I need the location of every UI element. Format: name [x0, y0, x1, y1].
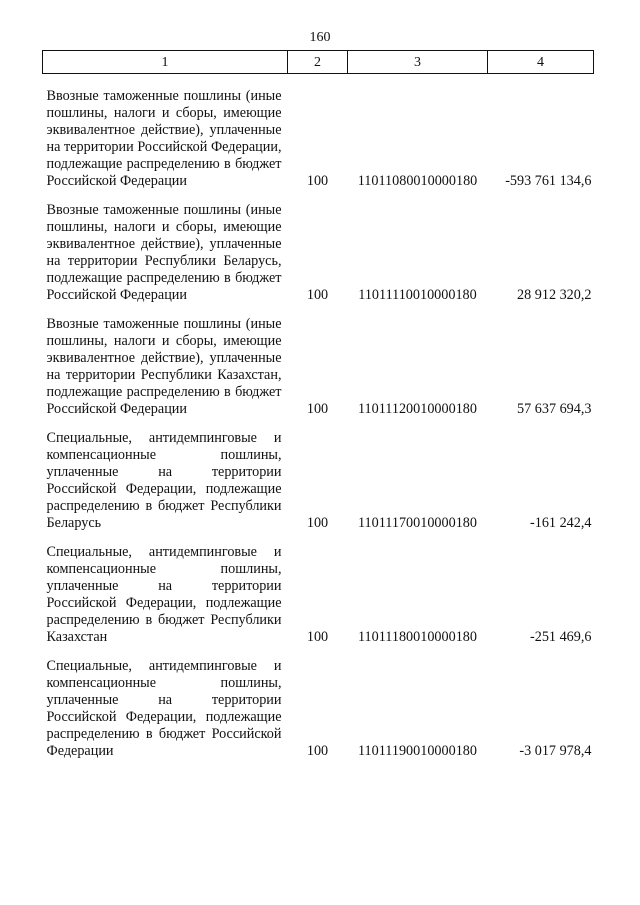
- amount: -161 242,4: [530, 515, 592, 531]
- admin-code: 100: [306, 743, 329, 759]
- admin-code: 100: [306, 515, 329, 531]
- budget-classification-code: 11011110010000180: [358, 287, 477, 303]
- budget-classification-code: 11011080010000180: [357, 173, 478, 189]
- admin-code: 100: [306, 173, 329, 189]
- budget-classification-code: 11011190010000180: [357, 743, 477, 759]
- column-header-4: 4: [488, 51, 594, 74]
- revenue-name: Специальные, антидемпинговые и компенсационные пошлины, уплаченные на территории Российской Федерации, подлежащие распределению в бюджет Российской Федерации: [46, 658, 282, 759]
- budget-classification-code: 11011170010000180: [357, 515, 477, 531]
- amount: -3 017 978,4: [519, 743, 592, 759]
- revenue-name: Специальные, антидемпинговые и компенсационные пошлины, уплаченные на территории Российской Федерации, подлежащие распределению в бюджет Республики Беларусь: [46, 430, 282, 531]
- table-row: [43, 418, 594, 532]
- budget-revenue-table: [42, 50, 594, 760]
- page-number: 160: [309, 30, 331, 45]
- admin-code: 100: [306, 287, 329, 303]
- admin-code: 100: [306, 401, 329, 417]
- table-row: [43, 190, 594, 304]
- revenue-name: Ввозные таможенные пошлины (иные пошлины, налоги и сборы, имеющие эквивалентное действие), уплаченные на территории Республики Беларусь, подлежащие распределению в бюджет Российской Федерации: [46, 202, 282, 303]
- revenue-name: Ввозные таможенные пошлины (иные пошлины, налоги и сборы, имеющие эквивалентное действие), уплаченные на территории Российской Федерации, подлежащие распределению в бюджет Российской Федерации: [46, 88, 282, 189]
- table-row: [43, 304, 594, 418]
- table-header-row: [43, 51, 594, 74]
- amount: -593 761 134,6: [505, 173, 592, 189]
- revenue-name: Специальные, антидемпинговые и компенсационные пошлины, уплаченные на территории Российской Федерации, подлежащие распределению в бюджет Республики Казахстан: [46, 544, 282, 645]
- budget-classification-code: 11011180010000180: [357, 629, 477, 645]
- column-header-2: 2: [288, 51, 348, 74]
- table-row: [43, 532, 594, 646]
- table-row: [43, 646, 594, 760]
- budget-classification-code: 11011120010000180: [357, 401, 477, 417]
- amount: 28 912 320,2: [517, 287, 592, 303]
- amount: 57 637 694,3: [517, 401, 592, 417]
- column-header-1: 1: [43, 51, 288, 74]
- admin-code: 100: [306, 629, 329, 645]
- revenue-name: Ввозные таможенные пошлины (иные пошлины, налоги и сборы, имеющие эквивалентное действие), уплаченные на территории Республики Казахстан, подлежащие распределению в бюджет Российской Федерации: [46, 316, 282, 417]
- table-row: [43, 74, 594, 191]
- column-header-3: 3: [348, 51, 488, 74]
- amount: -251 469,6: [530, 629, 592, 645]
